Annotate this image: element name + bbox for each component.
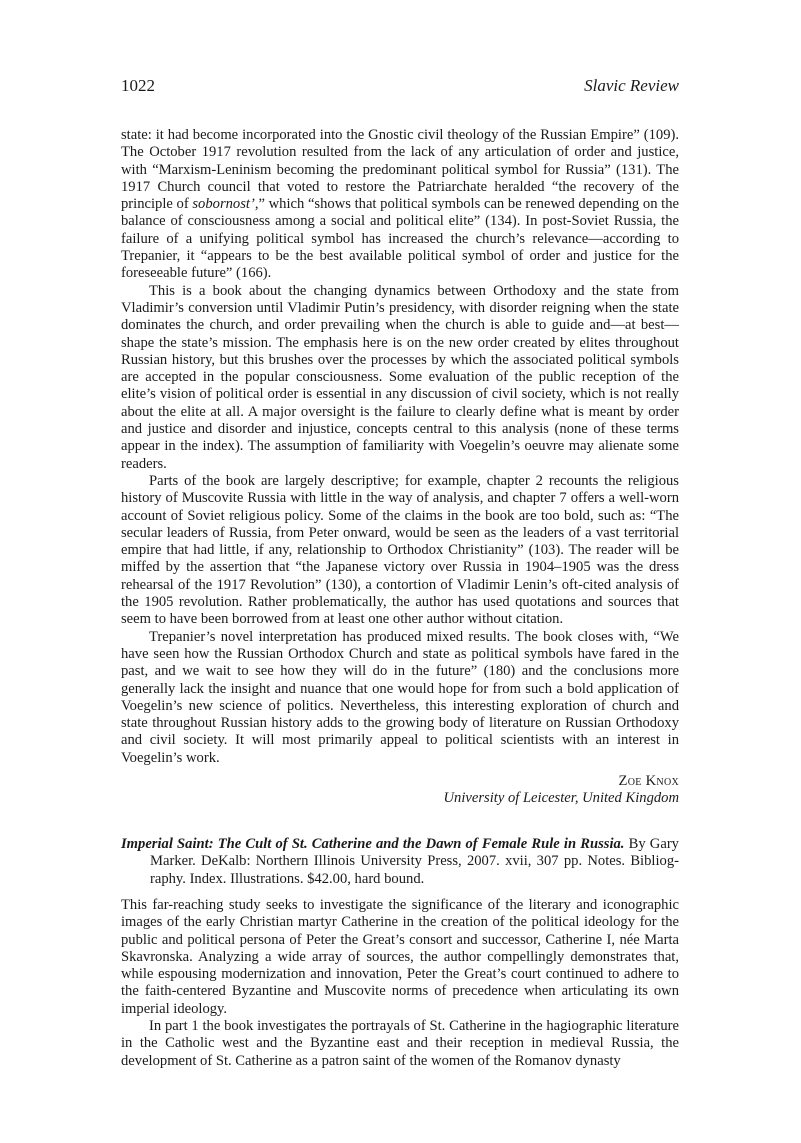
review-1-body [121, 127, 679, 767]
paragraph [121, 127, 679, 283]
paragraph [121, 897, 679, 1018]
journal-title: Slavic Review [584, 76, 679, 95]
reviewer-affiliation: University of Leicester, United Kingdom [443, 790, 679, 807]
running-head [121, 76, 679, 98]
book-review-2 [121, 897, 679, 1070]
text-run: state: it had become incorporated into the Gnostic civil theology of the Russian Empire” (109). The October 1917 revolution resulted from the lack of any articulation of order and justice, with “Marxism-Leninism becoming the predominant political symbol for Russia” (131). The 1917 Church council that voted to restore the Patriarchate heralded “the recovery of the principle of [121, 127, 679, 213]
text-run: This far-reaching study seeks to investigate the significance of the literary and iconographic images of the early Christian martyr Catherine in the creation of the political ideology for the public and political persona of Peter the Great’s consort and successor, Catherine I, née Marta Skavronska. Analyzing a wide array of sources, the author compellingly demonstrates that, while espousing modernization and innovation, Peter the Great’s court continued to adhere to the faith-centered Byzantine and Muscovite norms of precedence when articulating its own imperial ideology. [121, 897, 679, 1017]
italic-term: sobornost’ [192, 196, 255, 213]
book-title: Imperial Saint: The Cult of St. Catherine and the Dawn of Female Rule in Russia. [121, 836, 625, 852]
text-run: Parts of the book are largely descriptive; for example, chapter 2 recounts the religious history of Muscovite Russia with little in the way of analysis, and chapter 7 offers a well-worn account of Soviet religious policy. Some of the claims in the book are too bold, such as: “The secular leaders of Russia, from Peter onward, would be seen as the leaders of a vast territorial empire that had little, if any, relationship to Orthodox Christianity” (103). The reader will be miffed by the assertion that “the Japanese victory over Russia in 1904–1905 was the dress rehearsal of the 1917 Revolution” (130), a contortion of Vladimir Lenin’s oft-cited analysis of the 1905 revolution. Rather problematically, the author has used quotations and sources that seem to have been borrowed from at least one other author without citation. [121, 472, 679, 628]
book-review-1 [121, 127, 679, 808]
bibliographic-entry [121, 836, 679, 888]
text-run: ,” which “shows that political symbols can be renewed depending on the balance of consciousness among a social and political elite” (134). In post-Soviet Russia, the failure of a unifying political symbol has increased the church’s relevance—according to Trepanier, it “appears to be the best available political symbol of order and justice for the foreseeable future” (166). [121, 196, 679, 282]
text-run: This is a book about the changing dynamics between Orthodoxy and the state from Vladimir’s conversion until Vladimir Putin’s presidency, with disorder reigning when the state dominates the church, and order prevailing when the church is able to guide and—at best—shape the state’s mission. The emphasis here is on the new order created by elites throughout Russian history, but this brushes over the processes by which the associated political symbols are accepted in the popular consciousness. Some evaluation of the public reception of the elite’s vision of political order is essential in any discussion of civil society, which is not really about the elite at all. A major oversight is the failure to clearly define what is meant by order and justice and disorder and injustice, concepts central to this analysis (none of these terms appear in the index). The assumption of familiarity with Voegelin’s oeuvre may alienate some readers. [121, 282, 679, 472]
paragraph [121, 283, 679, 473]
paragraph [121, 473, 679, 629]
text-run: Trepanier’s novel interpretation has produced mixed results. The book closes with, “We have seen how the Russian Orthodox Church and state as political symbols have fared in the past, and we wait to see how they will do in the future” (180) and the conclusions more generally lack the insight and nuance that one would hope for from such a bold application of Voegelin’s new science of politics. Nevertheless, this interesting exploration of church and state throughout Russian history adds to the growing body of literature on Russian Orthodoxy and civil society. It will most primarily appeal to political scientists with an interest in Voegelin’s work. [121, 628, 679, 766]
paragraph [121, 1018, 679, 1070]
paragraph [121, 629, 679, 767]
reviewer-name: Zoe Knox [618, 772, 679, 789]
page-number: 1022 [121, 76, 155, 95]
text-run: In part 1 the book investigates the portrayals of St. Catherine in the hagiographic literature in the Catholic west and the Byzantine east and their reception in medieval Russia, the development of St. Catherine as a patron saint of the women of the Romanov dynasty [121, 1018, 679, 1069]
book-details: By Gary Marker. DeKalb: Northern Illinois University Press, 2007. xvii, 307 pp. Notes. Bibliography. Index. Illustrations. $42.00, hard bound. [150, 836, 679, 887]
review-2-body [121, 897, 679, 1070]
reviewer-signature [121, 773, 679, 808]
